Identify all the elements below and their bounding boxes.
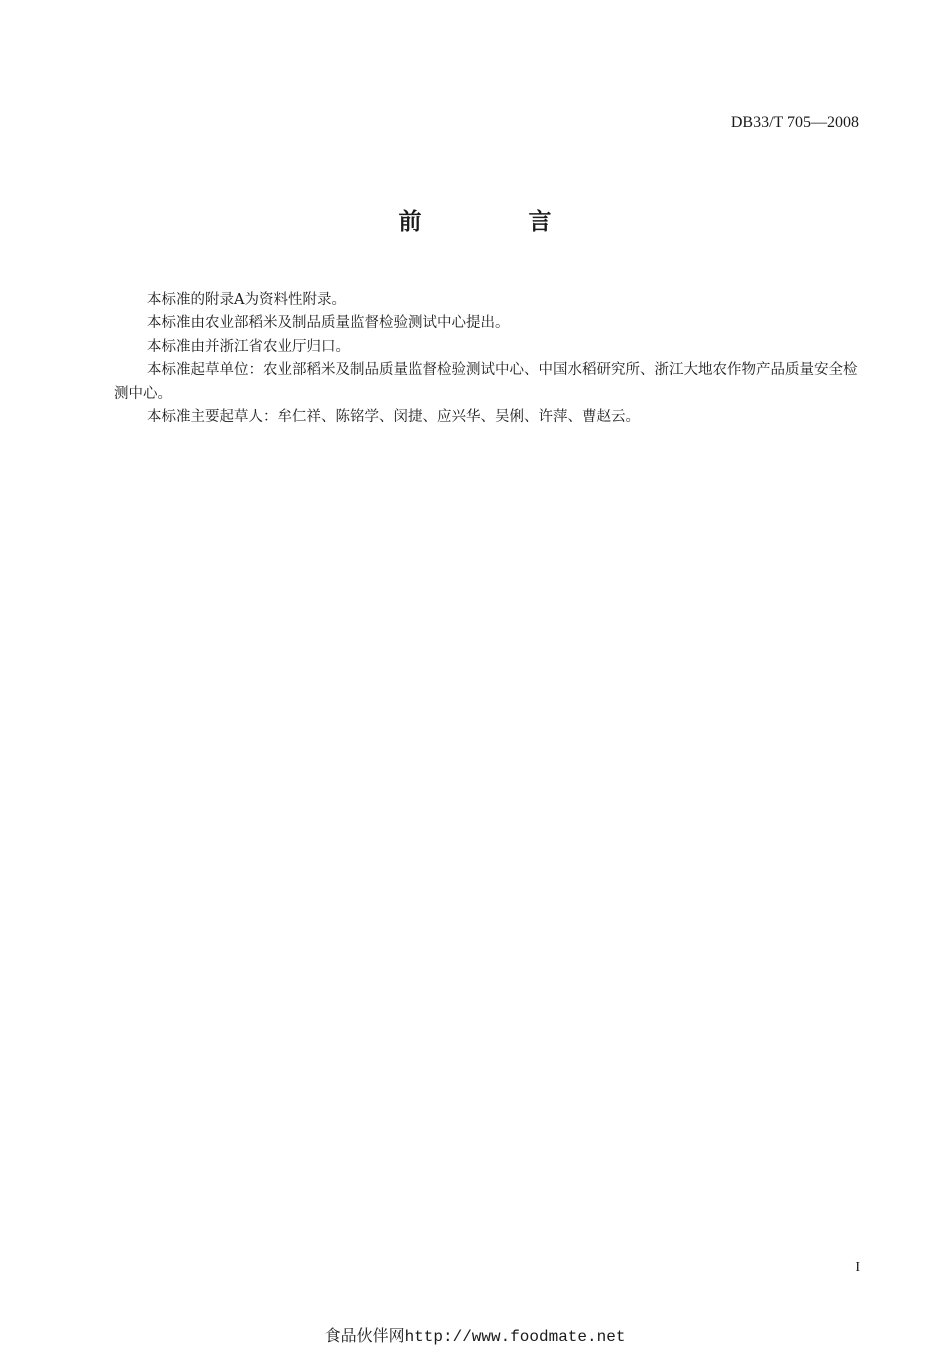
foreword-paragraph-administrator: 本标准由并浙江省农业厅归口。 [147, 338, 350, 355]
foreword-paragraph-drafters: 本标准主要起草人：牟仁祥、陈铭学、闵捷、应兴华、吴俐、许萍、曹赵云。 [147, 409, 640, 426]
page-number: I [855, 1260, 860, 1275]
footer-site-name: 食品伙伴网 [324, 1326, 405, 1345]
foreword-paragraph-drafting-units: 本标准起草单位：农业部稻米及制品质量监督检验测试中心、中国水稻研究所、浙江大地农作物产品质量安全检测中心。 [114, 362, 858, 402]
footer-url-link[interactable]: http://www.foodmate.net [404, 1328, 626, 1346]
foreword-paragraph-appendix: 本标准的附录A为资料性附录。 [147, 292, 346, 308]
foreword-body [114, 289, 860, 429]
footer-watermark [0, 1323, 950, 1346]
foreword-paragraph-proposer: 本标准由农业部稻米及制品质量监督检验测试中心提出。 [147, 315, 510, 332]
page-title: 前 言 [398, 209, 594, 235]
standard-code: DB33/T 705—2008 [730, 114, 859, 131]
